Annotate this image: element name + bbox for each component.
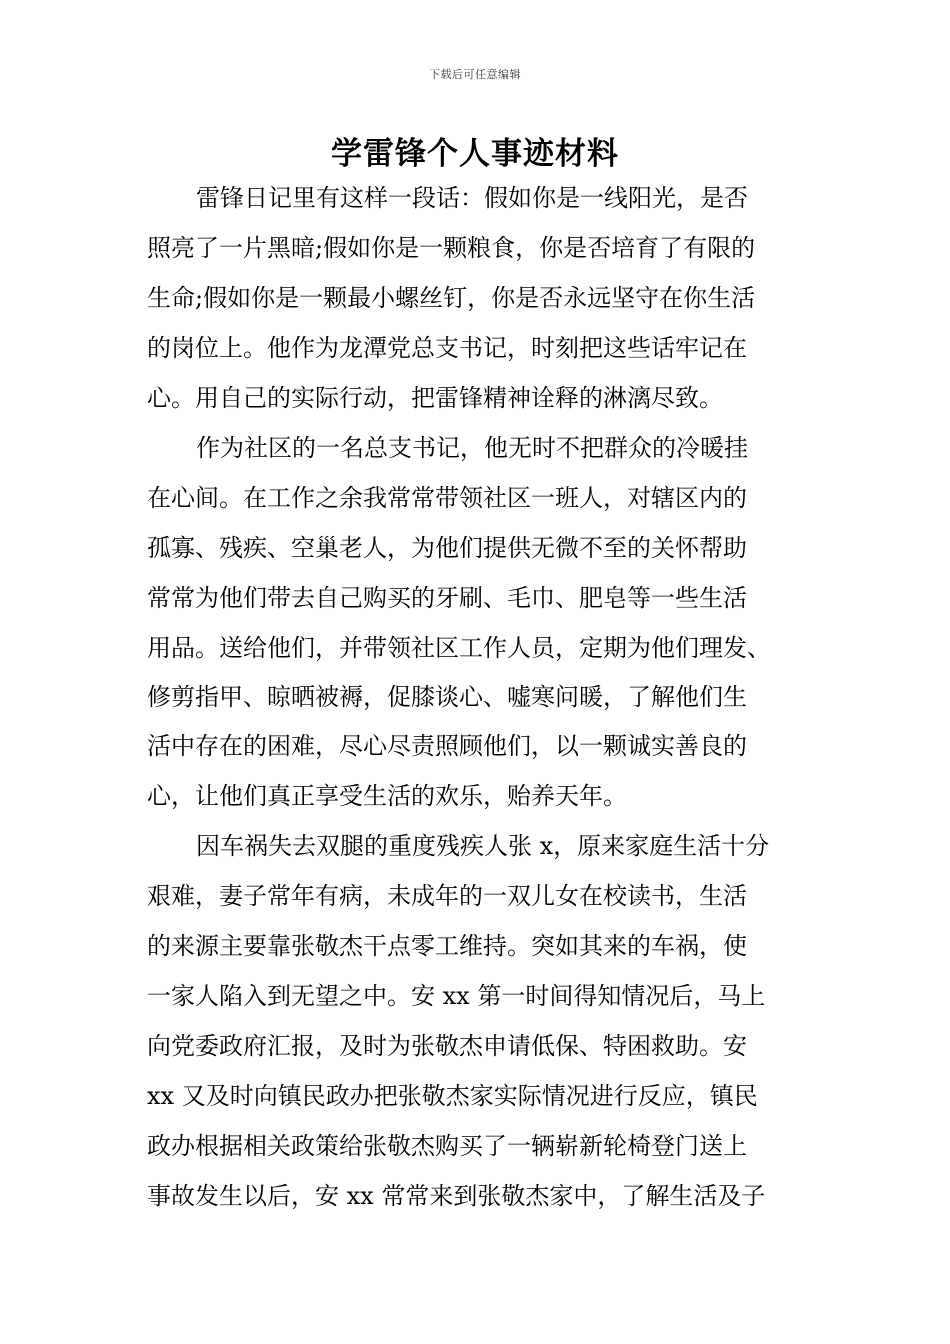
- paragraph-3-line-1: 因车祸失去双腿的重度残疾人张 x，原来家庭生活十分: [196, 832, 770, 860]
- paragraph-3-line-7: 政办根据相关政策给张敬杰购买了一辆崭新轮椅登门送上: [147, 1132, 747, 1160]
- paragraph-3-line-5: 向党委政府汇报，及时为张敬杰申请低保、特困救助。安: [147, 1032, 747, 1060]
- paragraph-2-line-2: 在心间。在工作之余我常常带领社区一班人，对辖区内的: [147, 484, 747, 512]
- document-title: 学雷锋个人事迹材料: [331, 136, 619, 172]
- paragraph-2-line-6: 修剪指甲、晾晒被褥，促膝谈心、嘘寒问暖，了解他们生: [147, 683, 747, 711]
- paragraph-2-line-5: 用品。送给他们，并带领社区工作人员，定期为他们理发、: [147, 634, 771, 662]
- paragraph-1-line-3: 生命;假如你是一颗最小螺丝钉，你是否永远坚守在你生活: [147, 284, 756, 312]
- paragraph-2-line-8: 心，让他们真正享受生活的欢乐，贻养天年。: [147, 782, 627, 810]
- paragraph-3-line-2: 艰难，妻子常年有病，未成年的一双儿女在校读书，生活: [147, 882, 747, 910]
- paragraph-1-line-5: 心。用自己的实际行动，把雷锋精神诠释的淋漓尽致。: [147, 384, 723, 412]
- paragraph-2-line-3: 孤寡、残疾、空巢老人，为他们提供无微不至的关怀帮助: [147, 534, 747, 562]
- paragraph-2-line-1: 作为社区的一名总支书记，他无时不把群众的冷暖挂: [196, 434, 748, 462]
- paragraph-3-line-4: 一家人陷入到无望之中。安 xx 第一时间得知情况后，马上: [147, 982, 766, 1010]
- paragraph-3-line-3: 的来源主要靠张敬杰干点零工维持。突如其来的车祸，使: [147, 932, 747, 960]
- paragraph-2-line-7: 活中存在的困难，尽心尽责照顾他们，以一颗诚实善良的: [147, 732, 747, 760]
- paragraph-1-line-4: 的岗位上。他作为龙潭党总支书记，时刻把这些话牢记在: [147, 334, 747, 362]
- paragraph-1-line-2: 照亮了一片黑暗;假如你是一颗粮食，你是否培育了有限的: [147, 234, 756, 262]
- paragraph-2-line-4: 常常为他们带去自己购买的牙刷、毛巾、肥皂等一些生活: [147, 584, 747, 612]
- paragraph-1-line-1: 雷锋日记里有这样一段话：假如你是一线阳光，是否: [196, 184, 748, 212]
- paragraph-3-line-6: xx 又及时向镇民政办把张敬杰家实际情况进行反应，镇民: [147, 1082, 758, 1110]
- header-note: 下载后可任意编辑: [429, 68, 521, 81]
- paragraph-3-line-8: 事故发生以后，安 xx 常常来到张敬杰家中，了解生活及子: [147, 1182, 766, 1210]
